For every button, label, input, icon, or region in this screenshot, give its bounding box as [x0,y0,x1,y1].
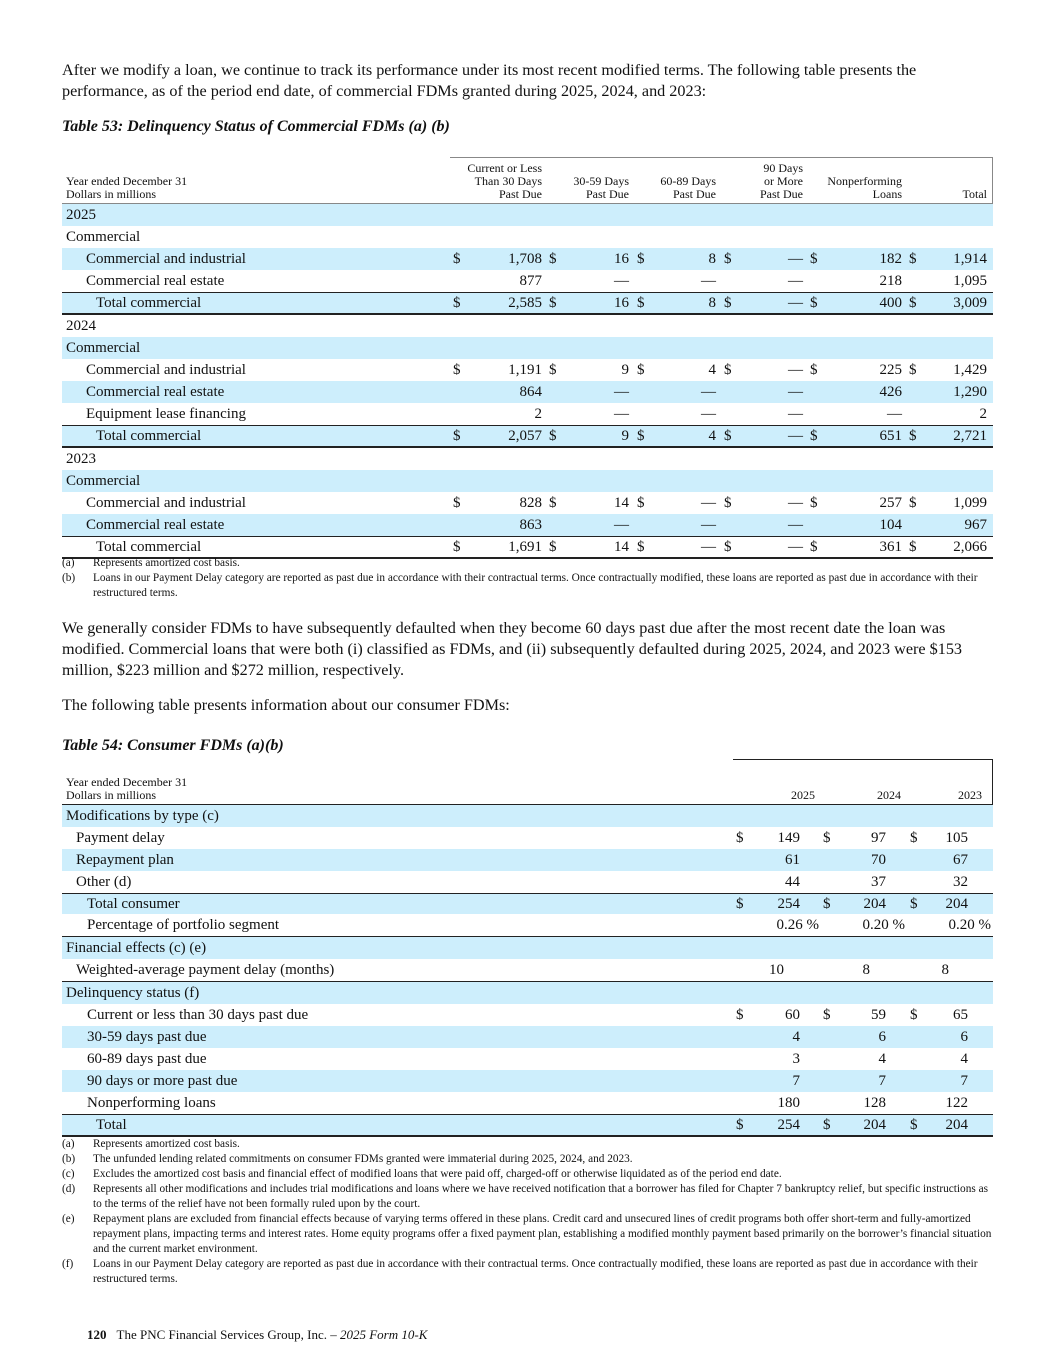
table-row [62,849,993,871]
column-header-line: 60-89 Days [660,174,716,188]
table-row [62,492,993,514]
cell-value: 7 [878,1073,886,1089]
row-label: Commercial and industrial [86,495,246,511]
table-row [62,337,993,359]
cell-value: 16 [614,251,629,267]
column-header [827,175,902,201]
column-header-line: Loans [872,187,902,201]
dollar-sign: $ [453,539,461,555]
intro-paragraph: After we modify a loan, we continue to track its performance under its most recent modified terms. The following table presents the performance, as of the period end date, of commercial FDMs granted during 2025, 2024, and 2023: [62,61,917,100]
row-label: Weighted-average payment delay (months) [76,962,335,978]
cell-value: 4 [708,428,716,444]
dollar-sign: $ [637,362,645,378]
row-label: Repayment plan [76,852,174,868]
cell-value: 3 [792,1051,800,1067]
dollar-sign: $ [453,295,461,311]
footnote-key: (b) [62,572,76,584]
cell-value: 1,099 [953,495,987,511]
dollar-sign: $ [810,495,818,511]
table-row [62,1114,993,1137]
cell-value: 67 [953,852,968,868]
dollar-sign: $ [549,428,557,444]
table54-caption: Table 54: Consumer FDMs (a)(b) [62,737,284,754]
row-label: Commercial real estate [86,517,225,533]
table-row [62,1070,993,1092]
cell-value: 65 [953,1007,968,1023]
footnote [62,556,997,571]
dollar-sign: $ [724,495,732,511]
footnote [62,1167,997,1182]
dollar-sign: $ [823,896,831,912]
cell-value: 828 [519,495,542,511]
cell-value: 8 [862,962,870,978]
dollar-sign: $ [549,251,557,267]
column-header [963,188,988,201]
table-row [62,425,993,448]
cell-value: 218 [879,273,902,289]
row-label: Commercial real estate [86,273,225,289]
dollar-sign: $ [910,1007,918,1023]
cell-value: — [788,384,803,400]
header-right-rule [992,157,993,204]
cell-value: 254 [777,896,800,912]
cell-value: 204 [863,896,886,912]
table-row [62,959,993,982]
dollar-sign: $ [810,251,818,267]
header-left [66,776,187,802]
table-row [62,270,993,292]
cell-value: 225 [879,362,902,378]
dollar-sign: $ [453,428,461,444]
cell-value: 257 [879,495,902,511]
cell-value: 14 [614,495,629,511]
footnote [62,1137,997,1152]
row-label: 2024 [66,318,96,334]
table-row [62,1026,993,1048]
dollar-sign: $ [823,1007,831,1023]
table-row [62,805,993,827]
table53-caption: Table 53: Delinquency Status of Commercial FDMs (a) (b) [62,118,450,135]
column-header-line: Past Due [673,187,716,201]
table-row [62,514,993,536]
row-label: Commercial real estate [86,384,225,400]
table-row [62,381,993,403]
dollar-sign: $ [910,1117,918,1133]
cell-value: 877 [519,273,542,289]
table54-footnotes [62,1137,997,1287]
table-row [62,893,993,914]
row-label: Commercial [66,340,141,356]
dollar-sign: $ [909,539,917,555]
cell-value: 4 [960,1051,968,1067]
cell-value: 400 [879,295,902,311]
cell-value: 1,095 [953,273,987,289]
cell-value: 2 [979,406,987,422]
cell-value: 4 [878,1051,886,1067]
cell-value: 1,914 [953,251,987,267]
footnote-text: Excludes the amortized cost basis and financial effect of modified loans that were paid off, charged-off or otherwise liquidated as of the period end date. [93,1168,782,1180]
row-label: Total consumer [87,896,180,912]
cell-value: — [701,495,716,511]
header-left-line: Year ended December 31 [66,775,188,789]
dollar-sign: $ [909,362,917,378]
cell-value: 8 [941,962,949,978]
column-header-line: Past Due [586,187,629,201]
cell-value: — [788,406,803,422]
row-label: Delinquency status (f) [66,985,200,1001]
row-label: Commercial [66,229,141,245]
table-row [62,359,993,381]
default-paragraph: We generally consider FDMs to have subsequently defaulted when they become 60 days past due after the most recent date the loan was modified. Commercial loans that were both (i) classified as FDMs, and (ii) subsequently defaulted during 2025, 2024, and 2023 were $153 million, $223 million and $272 million, respectively. [62,619,963,679]
dollar-sign: $ [810,295,818,311]
footnote-key: (f) [62,1258,74,1270]
row-label: Total commercial [96,295,202,311]
footnote-key: (e) [62,1213,75,1225]
footnote-key: (a) [62,1138,75,1150]
cell-value: 4 [792,1029,800,1045]
cell-value: 7 [960,1073,968,1089]
row-label: 30-59 days past due [87,1029,207,1045]
table-row [62,403,993,425]
cell-value: 8 [708,295,716,311]
table53 [62,157,993,559]
cell-value: 254 [777,1117,800,1133]
cell-value: — [788,273,803,289]
table53-header [62,157,993,204]
footnote-text: Represents amortized cost basis. [93,557,240,569]
column-header [467,162,542,201]
table53-footnotes [62,556,997,601]
table-row [62,982,993,1004]
cell-value: 59 [871,1007,886,1023]
dollar-sign: $ [736,1117,744,1133]
cell-value: 1,429 [953,362,987,378]
cell-value: 180 [777,1095,800,1111]
table-row [62,315,993,337]
footnote-key: (d) [62,1183,76,1195]
dollar-sign: $ [909,251,917,267]
footnote [62,1182,997,1212]
footer-company: The PNC Financial Services Group, Inc. – [116,1327,337,1342]
dollar-sign: $ [453,495,461,511]
cell-value: 6 [878,1029,886,1045]
cell-value: — [788,517,803,533]
row-label: Equipment lease financing [86,406,246,422]
footnote-key: (b) [62,1153,76,1165]
dollar-sign: $ [637,295,645,311]
cell-value: 105 [945,830,968,846]
table-row [62,226,993,248]
cell-value: 9 [621,428,629,444]
consumer-intro-paragraph: The following table presents information about our consumer FDMs: [62,696,510,714]
dollar-sign: $ [724,251,732,267]
row-label: Modifications by type (c) [66,808,219,824]
column-header-line: 30-59 Days [573,174,629,188]
table-row [62,248,993,270]
table-row [62,914,993,937]
header-top-rule [733,759,993,760]
cell-value: 4 [708,362,716,378]
footnote [62,571,997,601]
dollar-sign: $ [549,362,557,378]
row-label: Total commercial [96,428,202,444]
cell-value: 426 [879,384,902,400]
dollar-sign: $ [637,539,645,555]
cell-value: 2,066 [953,539,987,555]
cell-value: 182 [879,251,902,267]
cell-value: — [701,406,716,422]
table-row [62,1048,993,1070]
footer-form: 2025 Form 10-K [339,1327,428,1342]
table54-header [62,759,993,805]
cell-value: 967 [964,517,987,533]
row-label: Commercial and industrial [86,251,246,267]
table-row [62,1092,993,1114]
column-header-line: Past Due [760,187,803,201]
dollar-sign: $ [453,251,461,267]
footnote-text: Repayment plans are excluded from financial effects because of varying terms offered in these plans. Credit card and unsecured lines of credit programs both offer short-term and fully-amortized repayment plans, impacting terms and interest rates. Home equity programs offer a fixed payment plan, establishing a modified monthly payment based primarily on the borrower’s financial situation and the current market environment. [93,1213,992,1255]
footnote-text: Represents amortized cost basis. [93,1138,240,1150]
page-footer [87,1327,427,1343]
table-row [62,871,993,893]
row-label: Commercial [66,473,141,489]
cell-value: — [788,539,803,555]
cell-value: 32 [953,874,968,890]
cell-value: 204 [945,896,968,912]
cell-value: — [788,495,803,511]
table53-body [62,204,993,559]
cell-value: 2 [534,406,542,422]
footnote-key: (c) [62,1168,75,1180]
cell-value: 128 [863,1095,886,1111]
dollar-sign: $ [736,830,744,846]
dollar-sign: $ [810,428,818,444]
cell-value: 14 [614,539,629,555]
dollar-sign: $ [810,362,818,378]
dollar-sign: $ [724,428,732,444]
dollar-sign: $ [549,539,557,555]
dollar-sign: $ [910,896,918,912]
dollar-sign: $ [637,428,645,444]
cell-value: 0.20 % [862,917,905,933]
row-label: Commercial and industrial [86,362,246,378]
column-header-line: or More [764,174,803,188]
row-label: Payment delay [76,830,165,846]
cell-value: 70 [871,852,886,868]
row-label: 2025 [66,207,96,223]
footnote [62,1257,997,1287]
header-left-line: Year ended December 31 [66,174,188,188]
dollar-sign: $ [453,362,461,378]
column-header: 2025 [791,788,815,802]
dollar-sign: $ [909,495,917,511]
dollar-sign: $ [637,495,645,511]
dollar-sign: $ [549,495,557,511]
cell-value: — [788,362,803,378]
cell-value: 61 [785,852,800,868]
cell-value: — [614,384,629,400]
cell-value: 2,721 [953,428,987,444]
table-row [62,937,993,959]
cell-value: 8 [708,251,716,267]
cell-value: — [887,406,902,422]
dollar-sign: $ [736,896,744,912]
cell-value: 3,009 [953,295,987,311]
column-header: 2024 [877,788,901,802]
cell-value: — [614,406,629,422]
row-label: Current or less than 30 days past due [87,1007,309,1023]
cell-value: — [788,251,803,267]
cell-value: 97 [871,830,886,846]
cell-value: — [701,517,716,533]
footnote [62,1152,997,1167]
row-label: Nonperforming loans [87,1095,216,1111]
footnote-text: Represents all other modifications and includes trial modifications and loans where we have received notification that a borrower has filed for Chapter 7 bankruptcy relief, but specific instructions as to the terms of the relief have not been formally ruled upon by the court. [93,1183,988,1210]
cell-value: 204 [945,1117,968,1133]
row-label: Total [96,1117,127,1133]
cell-value: 1,191 [508,362,542,378]
cell-value: 104 [879,517,902,533]
cell-value: 2,057 [508,428,542,444]
header-left-line: Dollars in millions [66,788,156,802]
dollar-sign: $ [724,362,732,378]
cell-value: 16 [614,295,629,311]
table-row [62,292,993,315]
column-header: 2023 [958,788,982,802]
table-row [62,204,993,226]
footnote-text: The unfunded lending related commitments on consumer FDMs granted were immaterial during 2025, 2024, and 2023. [93,1153,633,1165]
cell-value: 0.26 % [776,917,819,933]
dollar-sign: $ [909,295,917,311]
cell-value: — [788,428,803,444]
column-header-line: Past Due [499,187,542,201]
header-left-line: Dollars in millions [66,187,156,201]
cell-value: 60 [785,1007,800,1023]
dollar-sign: $ [724,539,732,555]
dollar-sign: $ [724,295,732,311]
column-header-line: Current or Less [467,161,542,175]
row-label: 60-89 days past due [87,1051,207,1067]
cell-value: 863 [519,517,542,533]
footnote [62,1212,997,1257]
column-header-line: 90 Days [763,161,803,175]
page-number: 120 [87,1327,107,1342]
row-label: Percentage of portfolio segment [87,917,280,933]
row-label: 2023 [66,451,96,467]
dollar-sign: $ [910,830,918,846]
cell-value: 2,585 [508,295,542,311]
dollar-sign: $ [909,428,917,444]
footnote-text: Loans in our Payment Delay category are reported as past due in accordance with their contractual terms. Once contractually modified, these loans are reported as past due in accordance with their restructured terms. [93,1258,978,1285]
header-left [66,175,187,201]
cell-value: — [701,384,716,400]
cell-value: 361 [879,539,902,555]
row-label: Total commercial [96,539,202,555]
dollar-sign: $ [637,251,645,267]
dollar-sign: $ [549,295,557,311]
cell-value: — [614,517,629,533]
cell-value: 10 [769,962,784,978]
cell-value: 864 [519,384,542,400]
column-header [573,175,629,201]
cell-value: 44 [785,874,800,890]
table-row [62,448,993,470]
header-top-rule [450,157,993,158]
cell-value: — [788,295,803,311]
dollar-sign: $ [810,539,818,555]
cell-value: 6 [960,1029,968,1045]
footnote-key: (a) [62,557,75,569]
row-label: Financial effects (c) (e) [66,940,207,956]
footnote-text: Loans in our Payment Delay category are reported as past due in accordance with their contractual terms. Once contractually modified, these loans are reported as past due in accordance with their restructured terms. [93,572,978,599]
cell-value: — [701,273,716,289]
column-header-line: Total [962,187,987,201]
column-header [660,175,716,201]
table-row [62,1004,993,1026]
cell-value: 122 [945,1095,968,1111]
cell-value: 651 [879,428,902,444]
cell-value: 37 [871,874,886,890]
column-header-line: Nonperforming [827,174,902,188]
cell-value: 7 [792,1073,800,1089]
table-row [62,470,993,492]
column-header [760,162,803,201]
table54-body [62,805,993,1137]
row-label: 90 days or more past due [87,1073,238,1089]
cell-value: — [701,539,716,555]
table-row [62,827,993,849]
cell-value: 1,708 [508,251,542,267]
cell-value: — [614,273,629,289]
dollar-sign: $ [823,1117,831,1133]
row-label: Other (d) [76,874,132,890]
dollar-sign: $ [823,830,831,846]
column-header-line: Than 30 Days [474,174,542,188]
cell-value: 149 [777,830,800,846]
table54 [62,759,993,1137]
cell-value: 204 [863,1117,886,1133]
cell-value: 1,691 [508,539,542,555]
dollar-sign: $ [736,1007,744,1023]
cell-value: 9 [621,362,629,378]
cell-value: 1,290 [953,384,987,400]
header-right-rule [992,759,993,805]
cell-value: 0.20 % [948,917,991,933]
